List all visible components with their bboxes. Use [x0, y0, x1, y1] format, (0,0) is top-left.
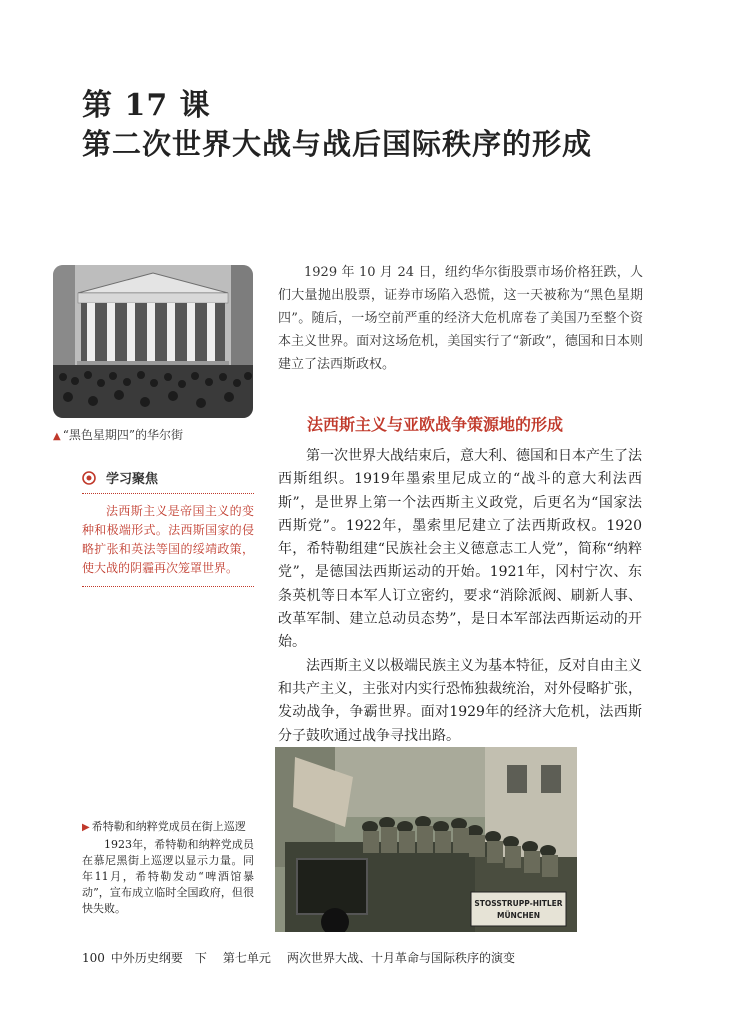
- section-heading: 法西斯主义与亚欧战争策源地的形成: [307, 415, 564, 434]
- learning-focus-box: [82, 468, 254, 587]
- figure1-caption-text: “黑色星期四”的华尔街: [62, 428, 183, 442]
- nazi-patrol-photo: [275, 747, 577, 932]
- intro-paragraph: 1929 年 10 月 24 日，纽约华尔街股票市场价格狂跌，人们大量抛出股票，证券市场陷入恐慌，这一天被称为“黑色星期四”。随后，一场空前严重的经济大危机席卷了美国乃至整个资本主义世界。面对这场危机，美国实行了“新政”，德国和日本则建立了法西斯政权。: [278, 265, 643, 372]
- triangle-marker-icon: ▲: [53, 431, 61, 442]
- focus-target-icon: [82, 471, 96, 485]
- section-body: [278, 445, 642, 748]
- body-paragraph: 法西斯主义以极端民族主义为基本特征，反对自由主义和共产主义，主张对内实行恐怖独裁统治，对外侵略扩张，发动战争，争霸世界。面对1929年的经济大危机，法西斯分子鼓吹通过战争寻找出路。: [278, 657, 642, 744]
- nazi-patrol-illustration: [275, 747, 577, 932]
- figure2-caption-head: [82, 818, 254, 834]
- learning-focus-header: [82, 468, 254, 494]
- figure2-caption: [82, 818, 254, 917]
- lesson-title: 第二次世界大战与战后国际秩序的形成: [82, 127, 593, 161]
- truck-sign-line1: STOSSTRUPP-HITLER: [474, 899, 563, 908]
- unit-label: 第七单元: [222, 951, 271, 965]
- arrow-marker-icon: ▶: [82, 822, 90, 833]
- wall-street-illustration: [53, 265, 253, 418]
- figure1-caption: [53, 426, 183, 443]
- figure2-caption-text: 1923年，希特勒和纳粹党成员在慕尼黑街上巡逻以显示力量。同年11月，希特勒发动“啤酒馆暴动”，宣布成立临时全国政府，但很快失败。: [82, 838, 254, 915]
- truck-sign-line2: MÜNCHEN: [496, 911, 541, 920]
- lesson-number: 第 17 课: [82, 88, 211, 123]
- body-paragraph: 第一次世界大战结束后，意大利、德国和日本产生了法西斯组织。1919年墨索里尼成立的“战斗的意大利法西斯”，是世界上第一个法西斯主义政党，后更名为“国家法西斯党”。1922年，墨索里尼建立了法西斯政权。1920年，希特勒组建“民族社会主义德意志工人党”，简称“纳粹党”，是德国法西斯运动的开始。1921年，冈村宁次、东条英机等日本军人订立密约，要求“消除派阀、刷新人事、改革军制、建立总动员态势”，是日本军部法西斯运动的开始。: [278, 448, 642, 651]
- figure2-caption-title: 希特勒和纳粹党成员在街上巡逻: [91, 820, 246, 833]
- learning-focus-divider: [82, 586, 254, 587]
- wall-street-photo: [53, 265, 253, 418]
- page-number: 100: [82, 951, 105, 965]
- page-footer: [82, 949, 515, 966]
- book-name: 中外历史纲要 下: [110, 951, 207, 965]
- unit-title: 两次世界大战、十月革命与国际秩序的演变: [286, 951, 515, 965]
- learning-focus-text: 法西斯主义是帝国主义的变种和极端形式。法西斯国家的侵略扩张和英法等国的绥靖政策，使大战的阴霾再次笼罩世界。: [82, 504, 254, 575]
- learning-focus-title: 学习聚焦: [106, 472, 159, 487]
